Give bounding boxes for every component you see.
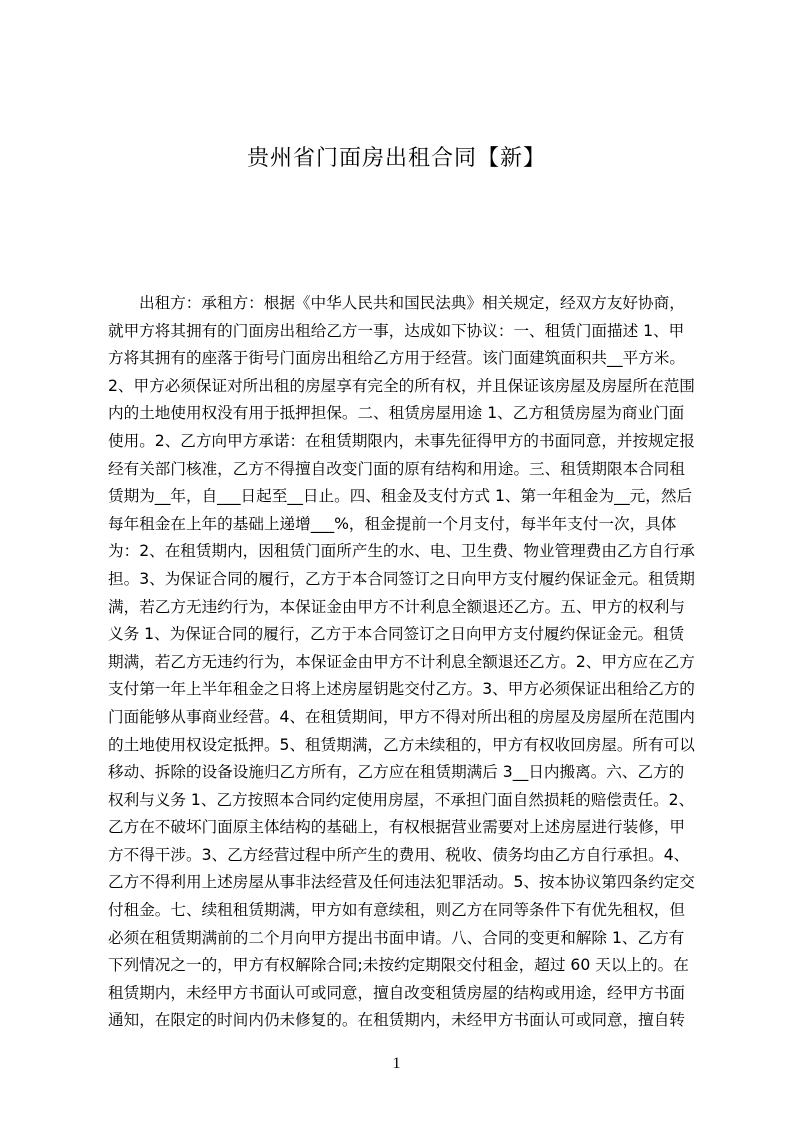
- body-text-line: 担。3、为保证合同的履行，乙方于本合同签订之日向甲方支付履约保证金元。租赁期: [108, 569, 695, 588]
- body-text-line: 支付第一年上半年租金之日将上述房屋钥匙交付乙方。3、甲方必须保证出租给乙方的: [108, 680, 695, 699]
- body-text-line: 每年租金在上年的基础上递增___%，租金提前一个月支付，每半年支付一次，具体: [108, 514, 677, 533]
- body-text-line: 就甲方将其拥有的门面房出租给乙方一事，达成如下协议：一、租赁门面描述 1、甲: [108, 321, 685, 340]
- body-text-line: 方将其拥有的座落于街号门面房出租给乙方用于经营。该门面建筑面积共__平方米。: [108, 349, 685, 368]
- body-text-line: 门面能够从事商业经营。4、在租赁期间，甲方不得对所出租的房屋及房屋所在范围内: [108, 707, 695, 726]
- body-text-line: 必须在租赁期满前的二个月向甲方提出书面申请。八、合同的变更和解除 1、乙方有: [108, 928, 685, 947]
- body-text-line: 权利与义务 1、乙方按照本合同约定使用房屋，不承担门面自然损耗的赔偿责任。2、: [108, 790, 695, 809]
- body-text-line: 赁期为__年，自___日起至__日止。四、租金及支付方式 1、第一年租金为__元，然后: [108, 487, 693, 506]
- body-text-line: 方不得干涉。3、乙方经营过程中所产生的费用、税收、债务均由乙方自行承担。4、: [108, 845, 690, 864]
- body-text-line: 义务 1、为保证合同的履行，乙方于本合同签订之日向甲方支付履约保证金元。租赁: [108, 625, 685, 644]
- body-text-line: 移动、拆除的设备设施归乙方所有，乙方应在租赁期满后 3__日内搬离。六、乙方的: [108, 763, 685, 782]
- body-text-line: 使用。2、乙方向甲方承诺：在租赁期限内，未事先征得甲方的书面同意，并按规定报: [108, 431, 695, 450]
- body-text-line: 期满，若乙方无违约行为，本保证金由甲方不计利息全额退还乙方。2、甲方应在乙方: [108, 652, 695, 671]
- body-text-line: 付租金。七、续租租赁期满，甲方如有意续租，则乙方在同等条件下有优先租权，但: [108, 901, 685, 920]
- body-text-line: 满，若乙方无违约行为，本保证金由甲方不计利息全额退还乙方。五、甲方的权利与: [108, 597, 685, 616]
- body-text-line: 内的土地使用权没有用于抵押担保。二、租赁房屋用途 1、乙方租赁房屋为商业门面: [108, 404, 685, 423]
- document-body: [108, 290, 697, 1035]
- body-text-line: 下列情况之一的，甲方有权解除合同;未按约定期限交付租金，超过 60 天以上的。在: [108, 956, 689, 975]
- document-title: 贵州省门面房出租合同【新】: [246, 146, 546, 171]
- body-text-line: 乙方不得利用上述房屋从事非法经营及任何违法犯罪活动。5、按本协议第四条约定交: [108, 873, 695, 892]
- body-text-line: 2、甲方必须保证对所出租的房屋享有完全的所有权，并且保证该房屋及房屋所在范围: [108, 376, 695, 395]
- body-text-line: 租赁期内，未经甲方书面认可或同意，擅自改变租赁房屋的结构或用途，经甲方书面: [108, 983, 685, 1002]
- body-text-line: 乙方在不破坏门面原主体结构的基础上，有权根据营业需要对上述房屋进行装修，甲: [108, 818, 685, 837]
- body-text-line: 为：2、在租赁期内，因租赁门面所产生的水、电、卫生费、物业管理费由乙方自行承: [108, 542, 695, 561]
- body-text-line: 的土地使用权设定抵押。5、租赁期满，乙方未续租的，甲方有权收回房屋。所有可以: [108, 735, 695, 754]
- body-text-line: 经有关部门核准，乙方不得擅自改变门面的原有结构和用途。三、租赁期限本合同租: [108, 459, 685, 478]
- body-text-line: 通知，在限定的时间内仍未修复的。在租赁期内，未经甲方书面认可或同意，擅自转: [108, 1011, 685, 1030]
- body-text-line: 出租方：承租方：根据《中华人民共和国民法典》相关规定，经双方友好协商，: [139, 294, 685, 312]
- page-number: 1: [392, 1055, 401, 1072]
